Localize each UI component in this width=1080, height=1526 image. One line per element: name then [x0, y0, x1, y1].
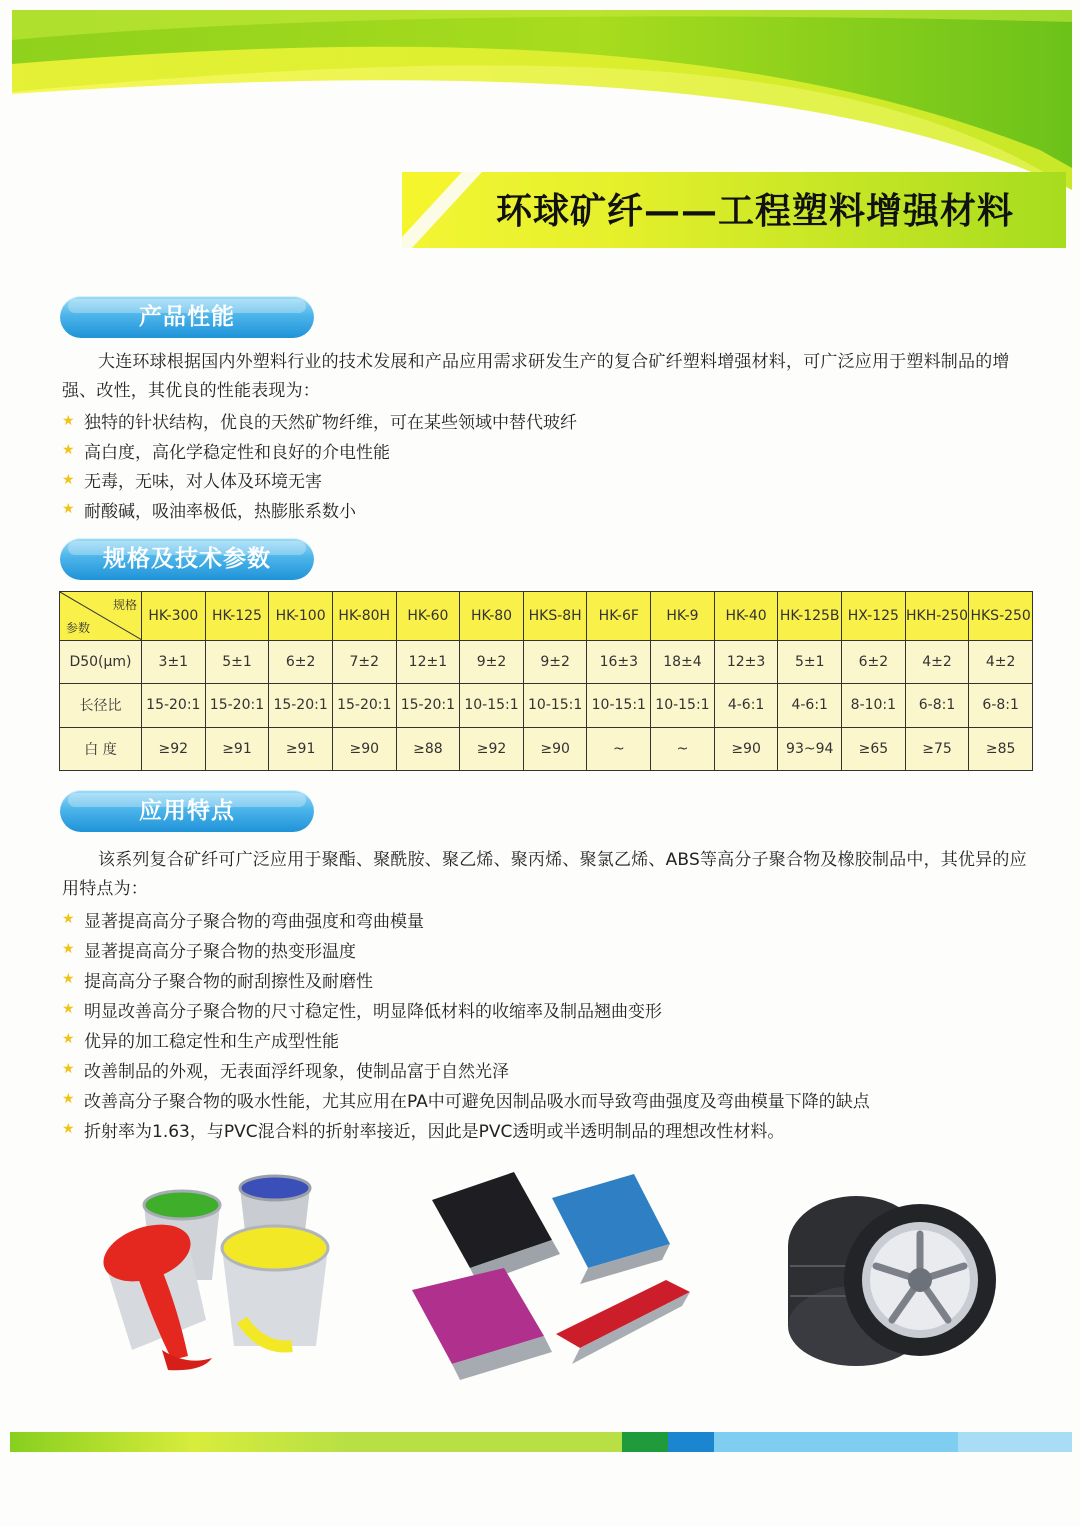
star-icon: ★	[62, 471, 75, 488]
table-column-header: HK-100	[269, 592, 333, 641]
star-icon: ★	[62, 1121, 75, 1137]
table-cell: 6-8:1	[969, 684, 1033, 727]
row-label: 长径比	[60, 684, 142, 727]
table-cell: 10-15:1	[523, 684, 587, 727]
table-cell: 6-8:1	[905, 684, 969, 727]
table-cell: 18±4	[651, 641, 715, 684]
laptops-image	[404, 1168, 696, 1390]
star-icon: ★	[62, 911, 75, 927]
tires-image	[786, 1186, 998, 1372]
table-cell: ~	[651, 727, 715, 770]
paint-buckets-image	[92, 1170, 342, 1380]
list-item: ★ 提高高分子聚合物的耐刮擦性及耐磨性	[62, 971, 373, 992]
table-row	[60, 684, 1033, 727]
table-column-header: HK-80	[460, 592, 524, 641]
table-column-header: HKS-250	[969, 592, 1033, 641]
table-cell: 9±2	[460, 641, 524, 684]
star-icon: ★	[62, 412, 75, 429]
table-cell: 15-20:1	[269, 684, 333, 727]
table-cell: 4±2	[969, 641, 1033, 684]
star-icon: ★	[62, 1031, 75, 1047]
table-cell: 15-20:1	[142, 684, 206, 727]
star-icon: ★	[62, 1061, 75, 1077]
corner-label-param: 参数	[66, 621, 91, 635]
table-column-header: HX-125	[842, 592, 906, 641]
list-item: ★ 耐酸碱，吸油率极低，热膨胀系数小	[62, 501, 356, 522]
list-item: ★ 优异的加工稳定性和生产成型性能	[62, 1031, 339, 1052]
list-item: ★ 折射率为1.63，与PVC混合料的折射率接近，因此是PVC透明或半透明制品的理想改性材料。	[62, 1121, 785, 1142]
table-column-header: HKH-250	[905, 592, 969, 641]
list-item: ★ 显著提高高分子聚合物的热变形温度	[62, 941, 356, 962]
table-cell: ≥65	[842, 727, 906, 770]
table-cell: 16±3	[587, 641, 651, 684]
table-column-header: HK-6F	[587, 592, 651, 641]
table-row	[60, 727, 1033, 770]
section-heading-application: 应用特点	[60, 790, 314, 832]
table-cell: 3±1	[142, 641, 206, 684]
table-cell: 5±1	[205, 641, 269, 684]
list-item: ★ 明显改善高分子聚合物的尺寸稳定性，明显降低材料的收缩率及制品翘曲变形	[62, 1001, 662, 1022]
table-cell: ≥90	[332, 727, 396, 770]
table-cell: 4-6:1	[778, 684, 842, 727]
page-title: 环球矿纤——工程塑料增强材料	[496, 190, 1015, 232]
footer-color-bar	[10, 1432, 1072, 1452]
table-cell: 10-15:1	[460, 684, 524, 727]
table-cell: ≥90	[714, 727, 778, 770]
list-item: ★ 显著提高高分子聚合物的弯曲强度和弯曲模量	[62, 911, 424, 932]
table-column-header: HK-60	[396, 592, 460, 641]
star-icon: ★	[62, 1091, 75, 1107]
table-column-header: HK-300	[142, 592, 206, 641]
list-item: ★ 改善制品的外观，无表面浮纤现象，使制品富于自然光泽	[62, 1061, 509, 1082]
table-cell: 12±3	[714, 641, 778, 684]
application-bullets	[62, 904, 870, 1144]
row-label: D50(μm)	[60, 641, 142, 684]
list-item: ★ 改善高分子聚合物的吸水性能，尤其应用在PA中可避免因制品吸水而导致弯曲强度及弯曲模量下降的缺点	[62, 1091, 870, 1112]
section-heading-performance: 产品性能	[60, 296, 314, 338]
table-cell: 4-6:1	[714, 684, 778, 727]
table-column-header: HK-125B	[778, 592, 842, 641]
star-icon: ★	[62, 501, 75, 518]
star-icon: ★	[62, 442, 75, 459]
section-heading-specs: 规格及技术参数	[60, 538, 314, 580]
row-label: 白 度	[60, 727, 142, 770]
table-cell: 8-10:1	[842, 684, 906, 727]
table-cell: 4±2	[905, 641, 969, 684]
performance-intro: 大连环球根据国内外塑料行业的技术发展和产品应用需求研发生产的复合矿纤塑料增强材料，可广泛应用于塑料制品的增强、改性，其优良的性能表现为：	[62, 352, 1010, 401]
table-cell: ≥91	[205, 727, 269, 770]
table-column-header: HK-125	[205, 592, 269, 641]
table-cell: ≥92	[460, 727, 524, 770]
spec-table	[59, 591, 1033, 771]
table-cell: ~	[587, 727, 651, 770]
table-corner-cell	[60, 592, 142, 641]
table-cell: 10-15:1	[587, 684, 651, 727]
performance-bullets	[62, 406, 577, 524]
table-column-header: HKS-8H	[523, 592, 587, 641]
table-column-header: HK-9	[651, 592, 715, 641]
table-cell: ≥91	[269, 727, 333, 770]
star-icon: ★	[62, 941, 75, 957]
star-icon: ★	[62, 1001, 75, 1017]
table-cell: 6±2	[842, 641, 906, 684]
list-item: ★ 无毒，无味，对人体及环境无害	[62, 471, 322, 493]
list-item: ★ 高白度，高化学稳定性和良好的介电性能	[62, 442, 390, 463]
table-cell: 10-15:1	[651, 684, 715, 727]
table-cell: 15-20:1	[332, 684, 396, 727]
table-cell: 5±1	[778, 641, 842, 684]
table-cell: ≥85	[969, 727, 1033, 770]
table-cell: 12±1	[396, 641, 460, 684]
list-item: ★ 独特的针状结构，优良的天然矿物纤维，可在某些领域中替代玻纤	[62, 412, 577, 434]
application-intro: 该系列复合矿纤可广泛应用于聚酯、聚酰胺、聚乙烯、聚丙烯、聚氯乙烯、ABS等高分子聚合物及橡胶制品中，其优异的应用特点为：	[62, 850, 1027, 899]
corner-label-spec: 规格	[112, 598, 137, 612]
table-column-header: HK-80H	[332, 592, 396, 641]
table-column-header: HK-40	[714, 592, 778, 641]
table-row	[60, 641, 1033, 684]
table-cell: ≥92	[142, 727, 206, 770]
table-cell: ≥88	[396, 727, 460, 770]
table-cell: 15-20:1	[396, 684, 460, 727]
table-cell: ≥75	[905, 727, 969, 770]
star-icon: ★	[62, 971, 75, 987]
table-header-row	[60, 592, 1033, 641]
table-cell: 7±2	[332, 641, 396, 684]
table-cell: 9±2	[523, 641, 587, 684]
table-cell: 6±2	[269, 641, 333, 684]
table-cell: 15-20:1	[205, 684, 269, 727]
table-cell: 93~94	[778, 727, 842, 770]
table-cell: ≥90	[523, 727, 587, 770]
